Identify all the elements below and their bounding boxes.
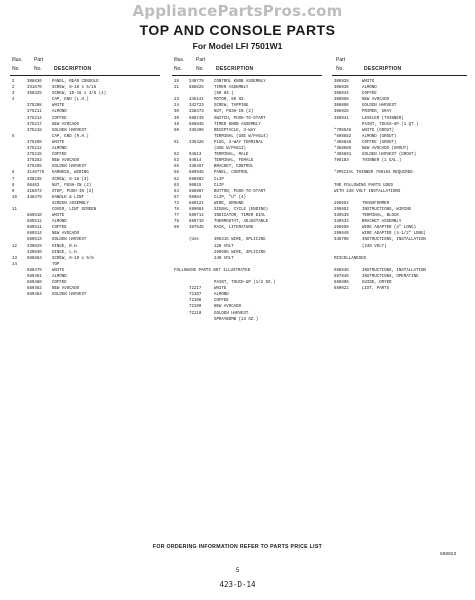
part-number: 331670 bbox=[27, 86, 42, 91]
part-description: PLUG, 3-WAY TERMINAL bbox=[214, 140, 264, 145]
part-number: 689482 bbox=[27, 287, 42, 292]
part-description: CAP, END (L.H.) bbox=[52, 98, 89, 103]
part-number: 299650 bbox=[334, 226, 349, 231]
illus-number: 76 bbox=[174, 207, 179, 212]
part-description: WHITE bbox=[362, 80, 375, 84]
illus-number: 55 bbox=[174, 165, 179, 170]
part-number: 375208 bbox=[27, 104, 42, 109]
part-description: RACK, LITERATURE bbox=[214, 226, 254, 231]
part-number: 689946 bbox=[189, 171, 204, 176]
part-number: 688749 bbox=[189, 116, 204, 121]
part-number: *698882 bbox=[334, 134, 352, 139]
part-number: (Use bbox=[189, 238, 199, 243]
header-description: DESCRIPTION bbox=[216, 66, 254, 72]
part-description: NEW AVOCADO bbox=[52, 159, 80, 164]
part-description: INSTRUCTIONS, OPERATING bbox=[362, 275, 419, 279]
column-header bbox=[332, 55, 467, 76]
part-description: HINGE, R.H. bbox=[52, 244, 80, 249]
part-description: WIRE, GROUND bbox=[214, 201, 244, 206]
part-description: NEW AVOCADO bbox=[362, 98, 390, 103]
part-number: 308868 bbox=[334, 98, 349, 103]
part-description: PAINT, TOUCH-UP (1/2 OZ.) bbox=[214, 281, 276, 286]
part-description: ALMOND bbox=[52, 110, 67, 115]
part-description: SCREW, 8-18 (3) bbox=[52, 177, 89, 182]
illus-number: 15 bbox=[174, 80, 179, 84]
part-description: CONTROL KNOB ASSEMBLY bbox=[214, 80, 266, 84]
part-number: 342723 bbox=[189, 104, 204, 109]
illus-number: 39 bbox=[174, 116, 179, 121]
part-description: GOLDEN HARVEST bbox=[52, 238, 87, 243]
part-description: SCREW, TAPPING bbox=[214, 104, 249, 109]
illus-number: 3 bbox=[12, 92, 15, 97]
part-description: ALMOND bbox=[52, 275, 67, 279]
part-number: 689511 bbox=[27, 226, 42, 231]
illus-number: 9 bbox=[12, 189, 15, 194]
parts-list bbox=[332, 76, 467, 292]
part-number: 299652 bbox=[334, 201, 349, 206]
part-description: WHITE bbox=[52, 104, 65, 109]
watermark: AppliancePartsPros.com bbox=[132, 2, 343, 20]
part-description: COFFEE bbox=[214, 299, 229, 304]
part-description: 299685 WIRE, SPLICING bbox=[214, 250, 266, 255]
parts-list bbox=[172, 76, 322, 323]
illus-number: 63 bbox=[174, 183, 179, 188]
page-title: TOP AND CONSOLE PARTS bbox=[139, 22, 336, 38]
illus-number: 23 bbox=[174, 98, 179, 103]
part-number: 688646 bbox=[334, 268, 349, 273]
header-no: No. bbox=[174, 66, 182, 72]
part-description: SPRAYBOMB (13 OZ.) bbox=[214, 317, 259, 322]
part-number: 318873 bbox=[27, 189, 42, 194]
part-description: ALMOND bbox=[362, 86, 377, 91]
part-number: 375215 bbox=[27, 153, 42, 158]
part-description: ALMOND (GROUT) bbox=[362, 134, 397, 139]
part-description: (60 HZ.) bbox=[214, 92, 234, 97]
header-part: Part bbox=[34, 57, 44, 63]
part-description: GOLDEN HARVEST bbox=[52, 128, 87, 133]
part-description: SIGNAL, CYCLE (ENDING) bbox=[214, 207, 269, 212]
header-part-no: No. bbox=[336, 66, 344, 72]
illus-number: 50 bbox=[174, 128, 179, 133]
part-description: PAINT, TOUCH-UP (1 QT.) bbox=[362, 122, 419, 127]
part-number: 308936 bbox=[334, 86, 349, 91]
part-number: 688825 bbox=[189, 86, 204, 91]
part-description: BUTTON, PUSH-TO-START bbox=[214, 189, 266, 194]
header-part-no: No. bbox=[34, 66, 42, 72]
header-ilus: Illus. bbox=[174, 57, 185, 63]
part-description: TERMINAL (USE W/PA614) bbox=[214, 134, 269, 139]
part-description: CLIP bbox=[214, 183, 224, 188]
part-description: GOLDEN HARVEST bbox=[362, 104, 397, 109]
part-description: CLIP bbox=[214, 177, 224, 182]
part-number: 688887 bbox=[189, 189, 204, 194]
part-description: STOP, PUSH-IN (2) bbox=[52, 189, 94, 194]
part-number: 688846 bbox=[189, 122, 204, 127]
part-number: 375214 bbox=[27, 116, 42, 121]
part-number: 689513 bbox=[27, 238, 42, 243]
part-number: 299649 bbox=[334, 232, 349, 237]
part-number: 348479 bbox=[27, 195, 42, 200]
part-description: ALMOND bbox=[52, 147, 67, 152]
part-number: 3148776 bbox=[27, 171, 45, 176]
illus-number: 7 bbox=[12, 177, 15, 182]
part-description: SCREEN ASSEMBLY bbox=[52, 201, 89, 206]
part-description: NUT, PUSH-IN (2) bbox=[214, 110, 254, 115]
part-description: 306315 WIRE, SPLICING bbox=[214, 238, 266, 243]
part-description: CAP, END (R.H.) bbox=[52, 134, 89, 139]
part-number: 796183 bbox=[334, 159, 349, 164]
part-description: COFFEE bbox=[52, 153, 67, 158]
part-number: 72109 bbox=[189, 305, 202, 310]
part-description: LEVELER (THINNER) bbox=[362, 116, 404, 121]
illus-number: 8 bbox=[12, 183, 15, 188]
part-number: 358325 bbox=[27, 92, 42, 97]
illus-number: 67 bbox=[174, 195, 179, 200]
part-number: 98084 bbox=[189, 195, 202, 200]
part-description: TERMINAL, FEMALE bbox=[214, 159, 254, 164]
part-description: GOLDEN HARVEST bbox=[52, 293, 87, 298]
handwritten-code: 423-D-14 bbox=[219, 580, 256, 589]
part-description: PANEL, REAR CONSOLE bbox=[52, 80, 99, 84]
illus-number: 51 bbox=[174, 140, 179, 145]
part-number: *706546 bbox=[334, 128, 352, 133]
part-number: 94613 bbox=[189, 153, 202, 158]
illus-number: 64 bbox=[174, 189, 179, 194]
part-number: 308896 bbox=[334, 104, 349, 109]
section-label: MISCELLANEOUS bbox=[334, 256, 366, 261]
header-description: DESCRIPTION bbox=[54, 66, 92, 72]
section-label: THE FOLLOWING PARTS USED bbox=[334, 183, 393, 188]
part-number: 98462 bbox=[27, 183, 40, 188]
section-label: FOLLOWING PARTS NOT ILLUSTRATED bbox=[174, 268, 251, 273]
part-number: *366848 bbox=[334, 140, 352, 145]
parts-column-1 bbox=[10, 55, 160, 298]
page-number: 5 bbox=[235, 568, 240, 574]
part-number: 688883 bbox=[27, 256, 42, 261]
part-number: 689084 bbox=[189, 207, 204, 212]
part-number: *366891 bbox=[334, 153, 352, 158]
part-number: 689510 bbox=[27, 214, 42, 219]
illus-number: 78 bbox=[174, 220, 179, 225]
part-description: GOLDEN HARVEST (GROUT) bbox=[362, 153, 417, 158]
part-number: 335406 bbox=[189, 128, 204, 133]
part-number: 387645 bbox=[189, 226, 204, 231]
illus-number: 4 bbox=[12, 98, 15, 103]
part-number: 308636 bbox=[27, 80, 42, 84]
illus-number: 53 bbox=[174, 159, 179, 164]
part-number: 335428 bbox=[189, 140, 204, 145]
part-description: THINNER (1 GAL.) bbox=[362, 159, 402, 164]
part-description: NEW AVOCADO bbox=[214, 305, 242, 310]
part-description: CLIP, "U" (4) bbox=[214, 195, 246, 200]
part-number: 375218 bbox=[27, 128, 42, 133]
part-number: 689483 bbox=[27, 293, 42, 298]
part-description: NEW AVOCADO bbox=[52, 287, 80, 292]
part-number: 72217 bbox=[189, 287, 202, 292]
part-description: GOLDEN HARVEST bbox=[52, 165, 87, 170]
part-description: HINGE, L.H. bbox=[52, 250, 80, 255]
part-description: COFFEE bbox=[52, 226, 67, 231]
part-description: HARNESS, WIRING bbox=[52, 171, 89, 176]
header-part: Part bbox=[196, 57, 206, 63]
part-number: 689514 bbox=[27, 232, 42, 237]
part-description: INSTRUCTIONS, INSTALLATION bbox=[362, 238, 426, 243]
part-description: WIRE ADAPTER (4" LONG) bbox=[362, 226, 417, 231]
part-number: *366885 bbox=[334, 147, 352, 152]
part-description: COVER, LINT SCREEN bbox=[52, 207, 97, 212]
illus-number: 10 bbox=[12, 195, 17, 200]
part-description: NEW AVOCADO bbox=[52, 232, 80, 237]
part-number: 375285 bbox=[27, 165, 42, 170]
part-description: ALMOND bbox=[214, 293, 229, 298]
part-description: WHITE bbox=[52, 268, 65, 273]
part-number: 72107 bbox=[189, 293, 202, 298]
part-number: 689022 bbox=[334, 287, 349, 292]
part-description: SCREW, 15-16 x 3/8 (4) bbox=[52, 92, 107, 97]
part-description: COFFEE bbox=[52, 116, 67, 121]
list-item bbox=[332, 286, 467, 292]
part-description: TERMINAL, BLOCK bbox=[362, 214, 399, 219]
part-description: GOLDEN HARVEST bbox=[214, 311, 249, 316]
illus-number: 6 bbox=[12, 171, 15, 176]
part-description: TERMINAL, MALE bbox=[214, 153, 249, 158]
part-description: TOP bbox=[52, 262, 60, 267]
part-number: 299652 bbox=[334, 207, 349, 212]
illus-number: 14 bbox=[12, 262, 17, 267]
illus-number: 21 bbox=[174, 86, 179, 91]
part-number: 689121 bbox=[189, 201, 204, 206]
illus-number: 24 bbox=[174, 104, 179, 109]
part-description: TIMER KNOB ASSEMBLY bbox=[214, 122, 261, 127]
part-description: NEW AVOCADO bbox=[52, 122, 80, 127]
part-description: COFFEE (GROUT) bbox=[362, 140, 397, 145]
part-number: 375212 bbox=[27, 147, 42, 152]
part-description: ALMOND bbox=[52, 220, 67, 225]
part-number: 338473 bbox=[189, 110, 204, 115]
illus-number: 2 bbox=[12, 86, 15, 91]
part-number: 689480 bbox=[27, 281, 42, 286]
part-number: 689479 bbox=[27, 268, 42, 273]
part-description: SCREW, 8-18 x 5/16 bbox=[52, 86, 97, 91]
header-part-no: No. bbox=[196, 66, 204, 72]
part-description: COFFEE bbox=[52, 281, 67, 286]
part-description: COFFEE bbox=[362, 92, 377, 97]
part-number: 345141 bbox=[189, 98, 204, 103]
part-description: 240 VOLT bbox=[214, 256, 234, 261]
part-description: BRACKET ASSEMBLY bbox=[362, 220, 402, 225]
part-description: WHITE bbox=[52, 140, 65, 145]
part-description: GUIDE, DRYER bbox=[362, 281, 392, 286]
part-description: WIRE ADAPTER (4-1/2" LONG) bbox=[362, 232, 426, 237]
illus-number: 13 bbox=[12, 256, 17, 261]
illus-number: 77 bbox=[174, 214, 179, 219]
part-number: 339029 bbox=[27, 244, 42, 249]
illus-number: 5 bbox=[12, 134, 15, 139]
illus-number: 56 bbox=[174, 171, 179, 176]
illus-number: 48 bbox=[174, 122, 179, 127]
part-number: 339030 bbox=[27, 250, 42, 255]
part-description: INSTRUCTIONS, INSTALLATION bbox=[362, 268, 426, 273]
part-description: LIST, PARTS bbox=[362, 287, 390, 292]
column-header bbox=[10, 55, 160, 76]
part-description: INDICATOR, TIMER DIAL bbox=[214, 214, 266, 219]
part-number: 339539 bbox=[334, 214, 349, 219]
part-description: WHITE bbox=[52, 214, 65, 219]
part-number: 72110 bbox=[189, 311, 202, 316]
part-number: 338235 bbox=[27, 177, 42, 182]
document-code: 689023 bbox=[440, 552, 457, 557]
parts-column-3 bbox=[332, 55, 467, 292]
part-number: 375211 bbox=[27, 110, 42, 115]
part-number: 90015 bbox=[189, 183, 202, 188]
model-subtitle: For Model LFI 7501W1 bbox=[192, 41, 283, 51]
header-part: Part bbox=[336, 57, 346, 63]
part-number: 350941 bbox=[334, 116, 349, 121]
part-description: MOTOR, 60 HZ. bbox=[214, 98, 246, 103]
part-number: 688892 bbox=[189, 177, 204, 182]
part-number: 308844 bbox=[334, 92, 349, 97]
part-description: (USE W/PA613) bbox=[214, 147, 246, 152]
parts-list bbox=[10, 76, 160, 298]
part-description: PANEL, CONTROL bbox=[214, 171, 249, 176]
illus-number: 2 bbox=[12, 80, 15, 84]
part-number: 308928 bbox=[334, 110, 349, 115]
part-description: NEW AVOCADO (GROUT) bbox=[362, 147, 409, 152]
illus-number: 11 bbox=[12, 207, 17, 212]
header-ilus: Illus. bbox=[12, 57, 23, 63]
part-description: SCREW, 8-18 x 5/8 bbox=[52, 256, 94, 261]
part-number: 688898 bbox=[334, 281, 349, 286]
illus-number: 52 bbox=[174, 153, 179, 158]
part-number: 375217 bbox=[27, 122, 42, 127]
part-description: HANDLE & LINT bbox=[52, 195, 84, 200]
part-number: 349706 bbox=[334, 238, 349, 243]
part-description: BRACKET, CONTROL bbox=[214, 165, 254, 170]
part-description: THERMOSTAT, ADJUSTABLE bbox=[214, 220, 269, 225]
list-item bbox=[10, 292, 160, 298]
column-header bbox=[172, 55, 322, 76]
illus-number: 80 bbox=[174, 226, 179, 231]
part-description: NUT, PUSH-IN (2) bbox=[52, 183, 92, 188]
part-description: TIMER ASSEMBLY bbox=[214, 86, 249, 91]
part-number: 340779 bbox=[189, 80, 204, 84]
illus-number: 73 bbox=[174, 201, 179, 206]
part-number: 687846 bbox=[334, 275, 349, 279]
part-number: 689481 bbox=[27, 275, 42, 279]
part-number: 338467 bbox=[189, 165, 204, 170]
part-number: 94614 bbox=[189, 159, 202, 164]
section-label: WITH 240 VOLT INSTALLATIONS bbox=[334, 189, 401, 194]
illus-number: 62 bbox=[174, 177, 179, 182]
part-number: 375209 bbox=[27, 140, 42, 145]
part-description: WHITE bbox=[214, 287, 227, 292]
part-description: 120 VOLT bbox=[214, 244, 234, 249]
part-number: 689512 bbox=[27, 220, 42, 225]
part-number: 689714 bbox=[189, 214, 204, 219]
header-description: DESCRIPTION bbox=[364, 66, 402, 72]
part-description: (240 VOLT) bbox=[362, 244, 387, 249]
part-number: 689719 bbox=[189, 220, 204, 225]
part-description: RECEPTACLE, 3-WAY bbox=[214, 128, 256, 133]
part-description: TRANSFORMER bbox=[362, 201, 390, 206]
list-item bbox=[172, 317, 322, 323]
part-number: 308928 bbox=[334, 80, 349, 84]
part-number: 72108 bbox=[189, 299, 202, 304]
part-description: SWITCH, PUSH-TO-START bbox=[214, 116, 266, 121]
illus-number: 12 bbox=[12, 244, 17, 249]
section-label: *SPECIAL THINNER 796183 REQUIRED. bbox=[334, 171, 416, 176]
ordering-info-footer: FOR ORDERING INFORMATION REFER TO PARTS PRICE LIST bbox=[152, 544, 323, 550]
part-number: 339533 bbox=[334, 220, 349, 225]
part-number: 375283 bbox=[27, 159, 42, 164]
part-description: WHITE (GROUT) bbox=[362, 128, 394, 133]
part-description: PRIMER, GRAY bbox=[362, 110, 392, 115]
header-no: No. bbox=[12, 66, 20, 72]
parts-column-2 bbox=[172, 55, 322, 323]
illus-number: 30 bbox=[174, 110, 179, 115]
part-description: INSTRUCTIONS, WIRING bbox=[362, 207, 412, 212]
